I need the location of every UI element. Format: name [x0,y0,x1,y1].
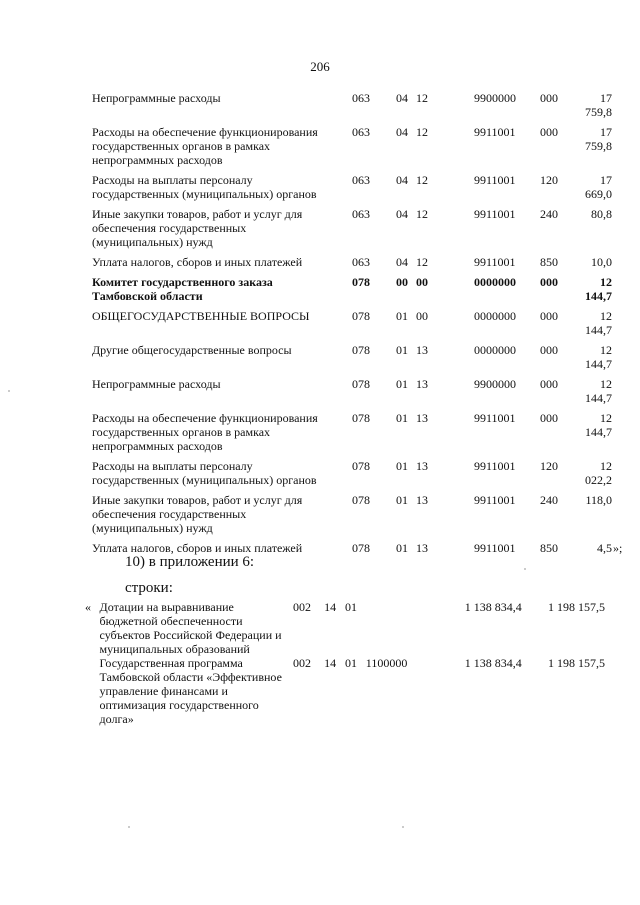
row-name: Расходы на выплаты персоналу государственных (муниципальных) органов [92,173,317,201]
ministry-code: 063 [352,173,370,187]
amount-value: 4,5 [597,541,612,555]
table-row [92,91,612,125]
amount-year-1: 1 138 834,4 [464,600,522,614]
budget-table-top [92,91,623,561]
section-code: 01 [396,343,408,357]
amount-year-2: 1 198 157,5 [548,656,605,670]
amount-cell [574,541,623,561]
expense-type-code: 120 [540,459,558,473]
subsection-code: 13 [416,377,428,391]
expense-type-code: 000 [540,343,558,357]
closing-suffix: »; [613,541,623,555]
expense-type-code: 000 [540,309,558,323]
table-row [92,207,612,255]
ministry-code: 078 [352,343,370,357]
table-row [92,377,612,411]
section-code: 04 [396,207,408,221]
amount-value: 118,0 [585,493,612,507]
subsection-code: 12 [416,125,428,139]
amount-cell [574,91,612,125]
target-article-code: 1100000 [365,656,408,670]
row-name: Непрограммные расходы [92,91,221,105]
amount-value: 12 144,7 [585,309,612,337]
subsection-code: 00 [416,275,428,289]
amount-value: 17 759,8 [585,91,612,119]
section-code: 01 [396,459,408,473]
amount-cell [574,309,612,343]
amount-value: 12 022,2 [585,459,612,487]
page-number: 206 [310,59,330,74]
row-name: Расходы на обеспечение функционирования государственных органов в рамках непрограммных расходов [92,411,318,453]
ministry-code: 078 [352,459,370,473]
target-article-code: 9911001 [474,541,516,555]
section-code: 00 [396,275,408,289]
row-name: Расходы на выплаты персоналу государственных (муниципальных) органов [92,459,317,487]
amount-value: 17 759,8 [585,125,612,153]
amount-value: 12 144,7 [585,275,612,303]
subsection-code: 12 [416,173,428,187]
row-name: Уплата налогов, сборов и иных платежей [92,255,303,269]
section-code: 04 [396,91,408,105]
target-article-code: 0000000 [474,275,516,289]
row-name: Расходы на обеспечение функционирования государственных органов в рамках непрограммных расходов [92,125,318,167]
target-article-code: 0000000 [474,309,516,323]
expense-type-code: 240 [540,207,558,221]
amount-value: 10,0 [591,255,612,269]
amount-cell [574,377,612,411]
row-name: Уплата налогов, сборов и иных платежей [92,541,303,555]
row-name: Иные закупки товаров, работ и услуг для обеспечения государственных (муниципальных) нужд [92,207,303,249]
expense-type-code: 240 [540,493,558,507]
ministry-code: 063 [352,207,370,221]
target-article-code: 9911001 [474,493,516,507]
row-name: Дотации на выравнивание бюджетной обеспеченности субъектов Российской Федерации и муниципальных образований [99,600,282,656]
section-code: 04 [396,125,408,139]
table-row [85,656,605,726]
table-row [92,411,612,459]
table-row [92,125,612,173]
target-article-code: 9911001 [474,459,516,473]
row-name: Комитет государственного заказа Тамбовской области [92,275,273,303]
scan-speck [8,390,10,392]
target-article-code: 9911001 [474,255,516,269]
amount-cell [574,173,612,207]
row-name: Другие общегосударственные вопросы [92,343,292,357]
ministry-code: 002 [292,600,311,614]
section-code: 01 [396,309,408,323]
amount-cell [574,343,612,377]
table-row [92,309,612,343]
expense-type-code: 000 [540,125,558,139]
subsection-code: 01 [344,656,357,670]
target-article-code: 0000000 [474,343,516,357]
target-article-code: 9911001 [474,207,516,221]
subsection-code: 00 [416,309,428,323]
table-row [92,493,612,541]
amount-cell [574,207,612,255]
subsection-code: 01 [344,600,357,614]
section-code: 01 [396,411,408,425]
amount-value: 17 669,0 [585,173,612,201]
row-name: Государственная программа Тамбовской области «Эффективное управление финансами и оптимизация государственного долга» [99,656,282,726]
expense-type-code: 000 [540,377,558,391]
target-article-code [366,600,439,656]
section-code: 01 [396,493,408,507]
target-article-code: 9911001 [474,411,516,425]
amount-cell [574,275,612,309]
target-article-code: 9900000 [474,377,516,391]
expense-type-code: 850 [540,255,558,269]
section-code: 14 [324,656,337,670]
amount-year-1: 1 138 834,4 [464,656,522,670]
ministry-code: 063 [352,255,370,269]
section-code: 04 [396,173,408,187]
subsection-code: 13 [416,493,428,507]
amount-value: 80,8 [591,207,612,221]
subsection-code: 13 [416,459,428,473]
amount-cell [574,411,612,459]
ministry-code: 078 [352,411,370,425]
amount-cell [574,255,612,275]
ministry-code: 078 [352,493,370,507]
ministry-code: 078 [352,275,370,289]
row-name: Непрограммные расходы [92,377,221,391]
subsection-code: 12 [416,255,428,269]
amount-value: 12 144,7 [585,343,612,371]
scan-speck [128,826,130,828]
subsection-code: 13 [416,541,428,555]
target-article-code: 9900000 [474,91,516,105]
subsection-code: 13 [416,411,428,425]
expense-type-code: 000 [540,411,558,425]
ministry-code: 063 [352,91,370,105]
subsection-code: 12 [416,91,428,105]
budget-table-bottom [85,600,605,726]
expense-type-code: 120 [540,173,558,187]
amount-cell [574,459,612,493]
scan-speck [524,568,526,570]
amount-value: 12 144,7 [585,411,612,439]
table-row [85,600,605,656]
row-name: Иные закупки товаров, работ и услуг для обеспечения государственных (муниципальных) нужд [92,493,303,535]
target-article-code: 9911001 [474,173,516,187]
section-code: 01 [396,541,408,555]
row-name: ОБЩЕГОСУДАРСТВЕННЫЕ ВОПРОСЫ [92,309,310,323]
table-row [92,275,612,309]
ministry-code: 078 [352,309,370,323]
subsection-code: 13 [416,343,428,357]
table-row [92,459,612,493]
section-code: 01 [396,377,408,391]
ministry-code: 002 [292,656,311,670]
section-code: 14 [324,600,337,614]
amount-value: 12 144,7 [585,377,612,405]
expense-type-code: 000 [540,91,558,105]
table-row [92,343,612,377]
subsection-code: 12 [416,207,428,221]
open-quote: « [85,600,91,614]
section-subtitle: строки: [125,580,173,596]
amount-year-2: 1 198 157,5 [548,600,605,614]
section-title: 10) в приложении 6: [125,554,255,570]
scan-speck [402,826,404,828]
target-article-code: 9911001 [474,125,516,139]
section-code: 04 [396,255,408,269]
ministry-code: 063 [352,125,370,139]
ministry-code: 078 [352,541,370,555]
ministry-code: 078 [352,377,370,391]
expense-type-code: 000 [540,275,558,289]
table-row [92,255,612,275]
quote-spacer [85,656,100,726]
expense-type-code: 850 [540,541,558,555]
table-row [92,173,612,207]
amount-cell [574,125,612,173]
amount-cell [574,493,612,541]
